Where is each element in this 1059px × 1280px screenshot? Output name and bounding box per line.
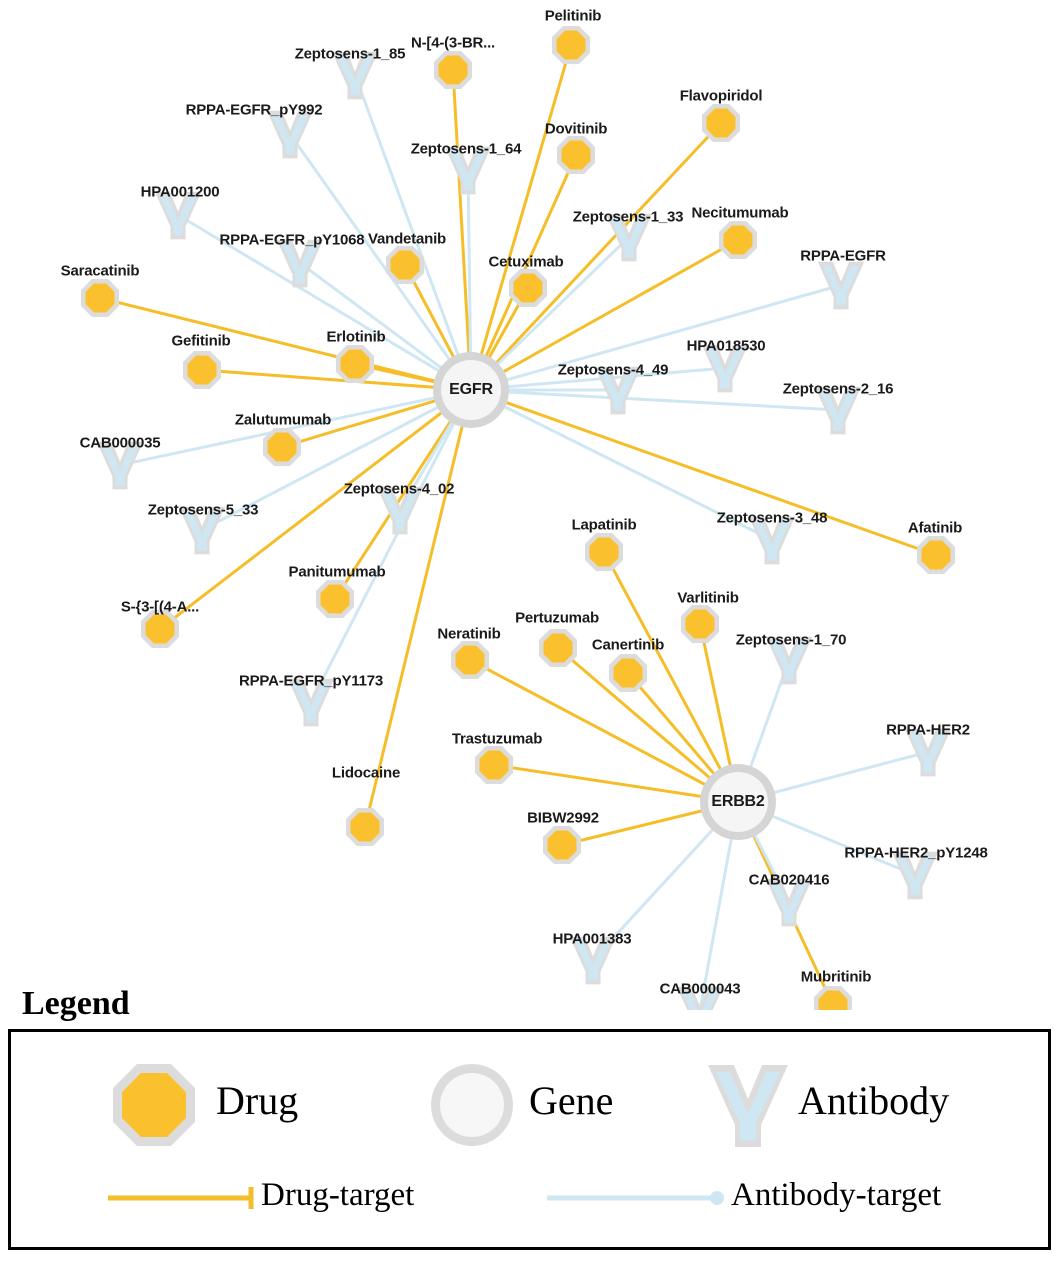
drug-body — [268, 433, 297, 462]
node-label: CAB000035 — [79, 434, 161, 452]
node-label: Saracatinib — [60, 262, 140, 280]
drug-node[interactable] — [336, 345, 374, 383]
drug-node[interactable] — [702, 104, 740, 142]
drug-body — [351, 813, 380, 842]
legend-label-antibody-target: Antibody-target — [731, 1177, 942, 1213]
legend-drug-icon — [113, 1064, 195, 1146]
drug-body — [614, 659, 643, 688]
drug-node[interactable] — [141, 610, 179, 648]
node-label: Gefitinib — [171, 332, 231, 350]
node-label: Zeptosens-1_70 — [735, 631, 847, 649]
drug-body — [480, 751, 509, 780]
drug-body — [514, 274, 543, 303]
node-label: CAB020416 — [748, 871, 830, 889]
node-label: Zeptosens-1_64 — [410, 140, 522, 158]
drug-node[interactable] — [539, 629, 577, 667]
drug-body — [686, 610, 715, 639]
node-label: RPPA-HER2 — [886, 721, 970, 739]
node-label: Mubritinib — [800, 968, 872, 986]
node-label: HPA018530 — [686, 337, 766, 355]
legend-label-antibody: Antibody — [798, 1078, 950, 1123]
node-label: EGFR — [449, 381, 493, 398]
node-label: Zeptosens-4_02 — [343, 480, 455, 498]
drug-body — [439, 56, 468, 85]
node-label: Lapatinib — [571, 516, 637, 534]
drug-body — [456, 646, 485, 675]
node-label: RPPA-HER2_pY1248 — [844, 844, 988, 862]
node-label: Necitumumab — [691, 204, 789, 222]
legend-label-drug: Drug — [216, 1078, 299, 1123]
node-label: Afatinib — [907, 519, 963, 537]
drug-node[interactable] — [543, 826, 581, 864]
drug-node[interactable] — [585, 533, 623, 571]
legend-antibody-icon — [708, 1065, 788, 1147]
node-label: RPPA-EGFR_pY1068 — [219, 231, 365, 249]
node-label: Zeptosens-5_33 — [147, 501, 259, 519]
node-label: Zeptosens-3_48 — [716, 509, 828, 527]
node-label: Flavopiridol — [679, 87, 763, 105]
drug-node[interactable] — [509, 269, 547, 307]
drug-node[interactable] — [451, 641, 489, 679]
legend-label-drug-target: Drug-target — [261, 1177, 415, 1213]
drug-body — [590, 538, 619, 567]
drug-body — [548, 831, 577, 860]
drug-body — [707, 109, 736, 138]
edge-drug-target — [365, 390, 471, 827]
drug-node[interactable] — [81, 279, 119, 317]
drug-body — [86, 284, 115, 313]
node-label: Trastuzumab — [451, 730, 543, 748]
node-label: Pelitinib — [544, 7, 602, 25]
node-label: Cetuximab — [488, 253, 564, 271]
legend — [0, 985, 1059, 1250]
node-label: S-{3-[(4-A... — [120, 598, 200, 616]
node-label: HPA001200 — [140, 183, 220, 201]
drug-body — [391, 251, 420, 280]
legend-antibody-target-edge — [547, 1191, 724, 1205]
drug-node[interactable] — [346, 808, 384, 846]
node-label: Zeptosens-2_16 — [782, 380, 894, 398]
node-label: CAB000043 — [659, 980, 741, 998]
edge-drug-target — [471, 390, 936, 555]
drug-body — [341, 350, 370, 379]
legend-gene-icon — [431, 1064, 513, 1146]
node-label: Varlitinib — [677, 589, 739, 607]
drug-node[interactable] — [316, 580, 354, 618]
node-label: Zeptosens-1_33 — [572, 208, 684, 226]
drug-node[interactable] — [557, 136, 595, 174]
node-label: Panitumumab — [288, 563, 386, 581]
node-label: N-[4-(3-BR... — [410, 34, 496, 52]
drug-body — [188, 356, 217, 385]
node-label: Zalutumumab — [234, 411, 332, 429]
drug-node[interactable] — [434, 51, 472, 89]
edges-layer — [100, 45, 936, 1010]
node-label: Dovitinib — [544, 120, 608, 138]
node-label: Canertinib — [591, 636, 665, 654]
node-label: RPPA-EGFR_pY992 — [185, 101, 323, 119]
edge-antibody-target — [311, 390, 471, 702]
node-label: Erlotinib — [326, 328, 386, 346]
node-label: HPA001383 — [552, 930, 632, 948]
legend-label-gene: Gene — [529, 1078, 614, 1123]
drug-node[interactable] — [552, 26, 590, 64]
drug-body — [544, 634, 573, 663]
node-label: ERBB2 — [711, 793, 765, 810]
antibody-node[interactable] — [818, 262, 864, 310]
node-label: Neratinib — [437, 625, 501, 643]
drug-body — [922, 541, 951, 570]
drug-node[interactable] — [263, 428, 301, 466]
drug-body — [562, 141, 591, 170]
node-label: Zeptosens-1_85 — [294, 45, 406, 63]
drug-body — [146, 615, 175, 644]
drug-node[interactable] — [609, 654, 647, 692]
drug-node[interactable] — [917, 536, 955, 574]
node-label: Vandetanib — [367, 230, 447, 248]
drug-node[interactable] — [719, 221, 757, 259]
drug-body — [724, 226, 753, 255]
drug-node[interactable] — [183, 351, 221, 389]
node-label: BIBW2992 — [527, 809, 599, 827]
drug-body — [557, 31, 586, 60]
drug-node[interactable] — [386, 246, 424, 284]
node-label: Lidocaine — [331, 764, 401, 782]
node-label: RPPA-EGFR — [800, 247, 886, 265]
drug-node[interactable] — [681, 605, 719, 643]
drug-body — [321, 585, 350, 614]
node-label: Zeptosens-4_49 — [557, 361, 669, 379]
legend-title: Legend — [22, 985, 130, 1022]
node-label: Pertuzumab — [515, 609, 599, 627]
legend-drug-target-edge — [108, 1187, 251, 1209]
legend-box — [8, 1029, 1051, 1250]
node-label: RPPA-EGFR_pY1173 — [238, 672, 384, 690]
drug-node[interactable] — [475, 746, 513, 784]
